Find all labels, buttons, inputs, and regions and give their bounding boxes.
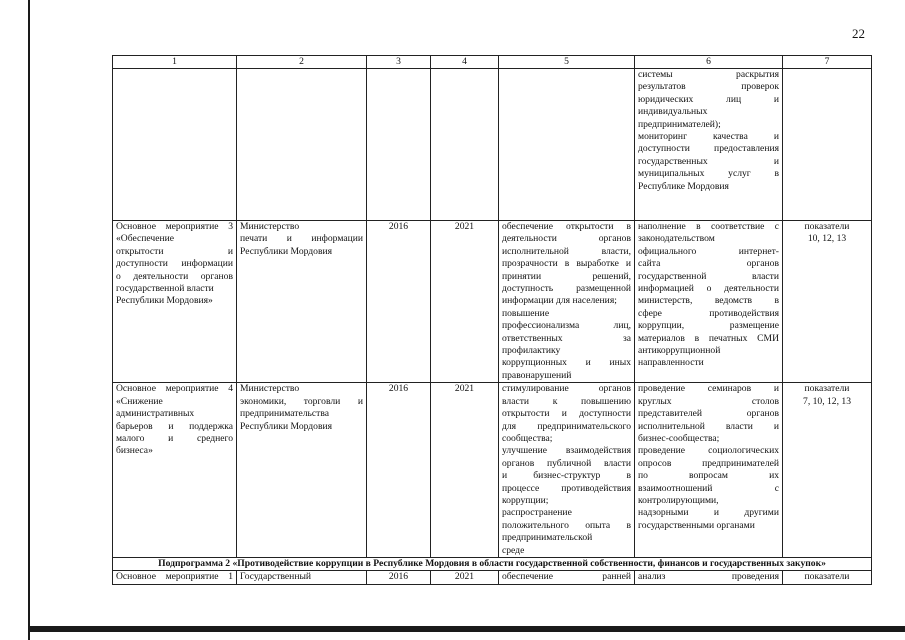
col-header-1: 1 — [113, 56, 237, 69]
cell-activities: анализ проведения — [635, 571, 783, 584]
cell-executor: Министерство экономики, торговли и предпринимательства Республики Мордовия — [237, 383, 367, 558]
cell-results: системы раскрытия результатов проверок юридических лиц и индивидуальных предпринимателей); мониторинг качества и доступности предоставления государственных и муниципальных услуг в Республике Мордовия — [635, 69, 783, 221]
cell-start-year: 2016 — [367, 571, 431, 584]
measures-table — [112, 55, 872, 585]
cell-executor: Министерство печати и информации Республики Мордовия — [237, 221, 367, 383]
cell-expected-result: обеспечение открытости в деятельности органов исполнительной власти, прозрачности в выработке и принятии решений, доступность размещенной информации для населения; повышение профессионализма лиц, ответственных за профилактику коррупционных и иных правонарушений — [499, 221, 635, 383]
cell-start-year: 2016 — [367, 221, 431, 383]
cell-indicators: показатели 10, 12, 13 — [783, 221, 872, 383]
cell-measure-title: Основное мероприятие 3 «Обеспечение открытости и доступности информации о деятельности органов государственной власти Республики Мордовия» — [113, 221, 237, 383]
table-row-continuation — [113, 69, 872, 221]
cell-executor: Государственный — [237, 571, 367, 584]
col-header-5: 5 — [499, 56, 635, 69]
cell-end-year: 2021 — [431, 383, 499, 558]
bottom-scan-edge — [28, 626, 905, 632]
cell-expected-result: стимулирование органов власти к повышению открытости и доступности для предпринимательского сообщества; улучшение взаимодействия органов публичной власти и бизнес-структур в процессе противодействия коррупции; распространение положительного опыта в предпринимательской среде — [499, 383, 635, 558]
table-row-measure-3 — [113, 221, 872, 383]
col-header-2: 2 — [237, 56, 367, 69]
cell-indicators: показатели 7, 10, 12, 13 — [783, 383, 872, 558]
page-number: 22 — [852, 26, 865, 41]
table-row-subprogram-2-measure-1 — [113, 571, 872, 584]
cell-measure-title: Основное мероприятие 4 «Снижение административных барьеров и поддержка малого и среднего бизнеса» — [113, 383, 237, 558]
table-row-measure-4 — [113, 383, 872, 558]
col-header-7: 7 — [783, 56, 872, 69]
col-header-3: 3 — [367, 56, 431, 69]
cell-activities: проведение семинаров и круглых столов представителей органов исполнительной власти и бизнес-сообщества; проведение социологических опросов предпринимателей по вопросам их взаимоотношений с контролирующими, надзорными и другими государственными органами — [635, 383, 783, 558]
cell-indicators: показатели — [783, 571, 872, 584]
cell-end-year: 2021 — [431, 221, 499, 383]
cell-end-year: 2021 — [431, 571, 499, 584]
col-header-4: 4 — [431, 56, 499, 69]
left-scan-edge — [28, 0, 30, 640]
cell-start-year: 2016 — [367, 383, 431, 558]
cell-activities: наполнение в соответствие с законодательством официального интернет- сайта органов государственной власти информацией о деятельности министерств, ведомств в сфере противодействия коррупции, размещение материалов в печатных СМИ антикоррупционной направленности — [635, 221, 783, 383]
subprogram-row — [113, 557, 872, 570]
cell-measure-title: Основное мероприятие 1 — [113, 571, 237, 584]
col-header-6: 6 — [635, 56, 783, 69]
header-row — [113, 56, 872, 69]
subprogram-title: Подпрограмма 2 «Противодействие коррупции в Республике Мордовия в области государственной собственности, финансов и государственных закупок» — [113, 557, 872, 570]
cell-expected-result: обеспечение ранней — [499, 571, 635, 584]
